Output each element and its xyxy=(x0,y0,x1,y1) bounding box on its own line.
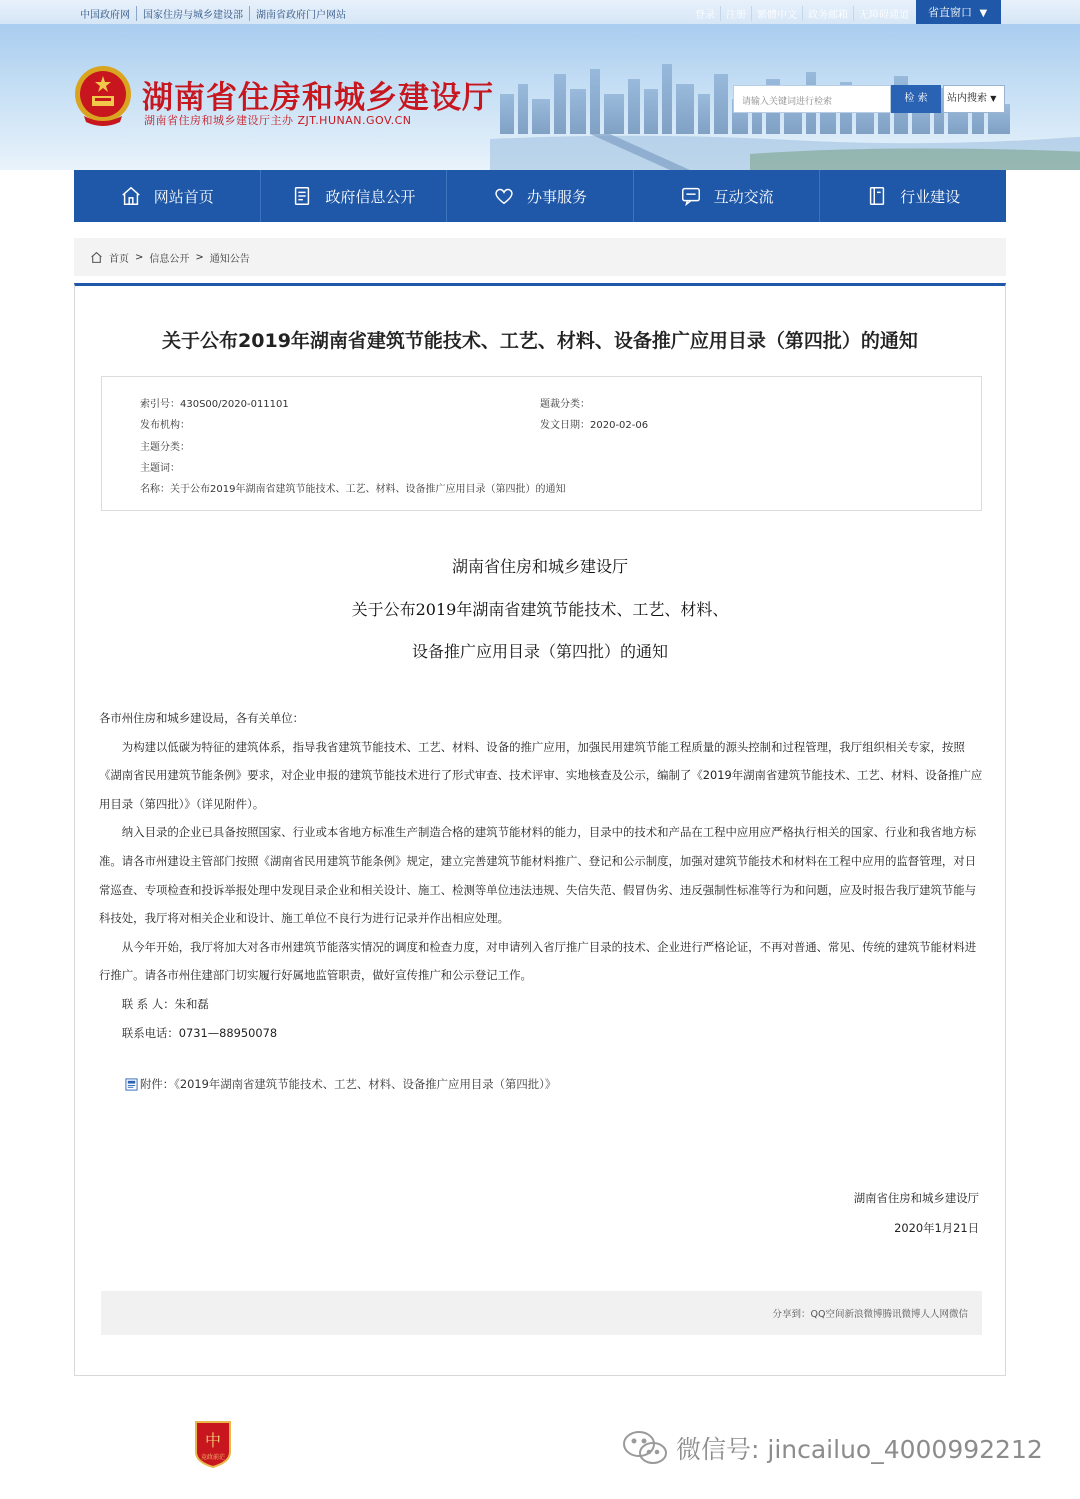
link-mohurd[interactable]: 国家住房与城乡建设部 xyxy=(137,6,250,21)
attachment-label: 附件：《2019年湖南省建筑节能技术、工艺、材料、设备推广应用目录（第四批）》 xyxy=(140,1077,557,1091)
nav-item-services[interactable] xyxy=(447,170,634,222)
meta-publisher: 发布机构： xyxy=(140,420,190,431)
share-bar xyxy=(101,1291,982,1335)
document-icon xyxy=(291,185,313,207)
chat-icon xyxy=(680,185,702,207)
home-icon xyxy=(90,251,103,264)
meta-name: 名称：关于公布2019年湖南省建筑节能技术、工艺、材料、设备推广应用目录（第四批）的通知 xyxy=(140,484,566,495)
home-icon xyxy=(120,185,142,207)
attachment-file-icon xyxy=(125,1078,138,1091)
signature-date: 2020年1月21日 xyxy=(894,1221,979,1235)
register-link[interactable]: 注册 xyxy=(721,6,752,21)
contact-person: 联 系 人：朱和磊 xyxy=(121,996,209,1011)
accessibility-link[interactable]: 无障碍通道 xyxy=(859,10,909,21)
nav-item-label: 行业建设 xyxy=(900,187,961,206)
nav-item-industry[interactable] xyxy=(820,170,1006,222)
page-title: 关于公布2019年湖南省建筑节能技术、工艺、材料、设备推广应用目录（第四批）的通知 xyxy=(162,330,918,352)
body-paragraph: 从今年开始，我厅将加大对各市州建筑节能落实情况的调度和检查力度，对申请列入省厅推广目录的技术、企业进行严格论证，不再对普通、常见、传统的建筑节能材料进行推广。请各市州住建部门切实履行好属地监管职责，做好宣传推广和公示登记工作。 xyxy=(99,939,977,983)
site-subtitle: 湖南省住房和城乡建设厅主办 ZJT.HUNAN.GOV.CN xyxy=(144,114,412,127)
doc-heading-line-1: 关于公布2019年湖南省建筑节能技术、工艺、材料、 xyxy=(351,600,729,619)
search-button[interactable]: 检 索 xyxy=(891,85,941,113)
wechat-watermark xyxy=(620,1428,1043,1468)
badge-glyph: 中 xyxy=(204,1431,222,1450)
site-title: 湖南省住房和城乡建设厅 xyxy=(142,80,494,116)
signature-org: 湖南省住房和城乡建设厅 xyxy=(853,1191,979,1205)
article-content xyxy=(74,283,1006,1376)
badge-text: 竞政前茫 xyxy=(200,1454,226,1461)
doc-heading-org: 湖南省住房和城乡建设厅 xyxy=(451,557,628,576)
nav-item-home[interactable] xyxy=(74,170,261,222)
book-icon xyxy=(866,185,888,207)
search-scope-select[interactable] xyxy=(943,85,1005,113)
account-badge-icon xyxy=(192,1418,234,1468)
site-header xyxy=(0,24,1080,170)
chevron-down-icon: ▼ xyxy=(990,94,997,103)
utility-links xyxy=(690,6,914,21)
nav-item-gov-info[interactable] xyxy=(261,170,448,222)
nav-item-label: 政府信息公开 xyxy=(325,187,416,206)
wechat-icon xyxy=(620,1428,670,1468)
provincial-window-button[interactable] xyxy=(916,0,1001,24)
nav-item-label: 网站首页 xyxy=(153,187,214,206)
national-emblem-icon xyxy=(72,64,134,128)
breadcrumb-separator: > xyxy=(195,251,204,263)
breadcrumb-separator: > xyxy=(135,251,144,263)
breadcrumb-info[interactable]: 信息公开 xyxy=(149,253,190,265)
chevron-down-icon: ▼ xyxy=(979,8,988,19)
nav-item-label: 互动交流 xyxy=(713,187,774,206)
provincial-window-label: 省直窗口 xyxy=(928,6,972,19)
attachment-link[interactable] xyxy=(125,1076,556,1092)
meta-category: 题裁分类： xyxy=(540,399,590,410)
meta-topic: 主题分类： xyxy=(140,442,190,453)
meta-keywords: 主题词： xyxy=(140,463,180,474)
heart-icon xyxy=(493,185,515,207)
wechat-id: 微信号: jincailuo_4000992212 xyxy=(676,1435,1043,1464)
top-bar xyxy=(0,0,1080,24)
document-body xyxy=(99,704,983,1047)
search-input[interactable]: 请输入关键词进行检索 xyxy=(733,85,891,113)
link-china-gov[interactable]: 中国政府网 xyxy=(80,6,137,21)
salutation: 各市州住房和城乡建设局，各有关单位： xyxy=(99,711,305,725)
share-links[interactable]: 分享到：QQ空间新浪微博腾讯微博人人网微信 xyxy=(772,1309,968,1320)
breadcrumb-home[interactable]: 首页 xyxy=(109,253,129,265)
external-links xyxy=(80,6,352,21)
login-link[interactable]: 登录 xyxy=(690,6,721,21)
link-hunan-portal[interactable]: 湖南省政府门户网站 xyxy=(256,10,346,21)
nav-item-interaction[interactable] xyxy=(634,170,821,222)
search-scope-value: 站内搜索 xyxy=(947,93,987,104)
meta-index: 索引号：430S00/2020-011101 xyxy=(140,399,289,410)
gov-mail-link[interactable]: 政务邮箱 xyxy=(803,6,854,21)
nav-item-label: 办事服务 xyxy=(526,187,587,206)
document-meta-box xyxy=(101,376,982,511)
breadcrumb-notices[interactable]: 通知公告 xyxy=(209,253,250,265)
body-paragraph: 为构建以低碳为特征的建筑体系，指导我省建筑节能技术、工艺、材料、设备的推广应用，加强民用建筑节能工程质量的源头控制和过程管理，我厅组织相关专家，按照《湖南省民用建筑节能条例》要求，对企业申报的建筑节能技术进行了形式审查、技术评审、实地核查及公示，编制了《2019年湖南省建筑节能技术、工艺、材料、设备推广应用目录（第四批）》（详见附件）。 xyxy=(99,739,983,811)
meta-date: 发文日期：2020-02-06 xyxy=(540,420,649,431)
main-nav xyxy=(74,170,1006,222)
breadcrumb xyxy=(74,238,1006,276)
traditional-chinese-link[interactable]: 繁體中文 xyxy=(752,6,803,21)
contact-phone: 联系电话：0731—88950078 xyxy=(121,1025,278,1040)
doc-heading-line-2: 设备推广应用目录（第四批）的通知 xyxy=(411,642,668,661)
body-paragraph: 纳入目录的企业已具备按照国家、行业或本省地方标准生产制造合格的建筑节能材料的能力，目录中的技术和产品在工程中应用应严格执行相关的国家、行业和我省地方标准。请各市州建设主管部门按照《湖南省民用建筑节能条例》规定，建立完善建筑节能材料推广、登记和公示制度，加强对建筑节能技术和材料在工程中应用的监督管理，对日常巡查、专项检查和投诉举报处理中发现目录企业和相关设计、施工、检测等单位违法违规、失信失范、假冒伪劣、违反强制性标准等行为和问题，应及时报告我厅建筑节能与科技处，我厅将对相关企业和设计、施工单位不良行为进行记录并作出相应处理。 xyxy=(99,825,977,926)
